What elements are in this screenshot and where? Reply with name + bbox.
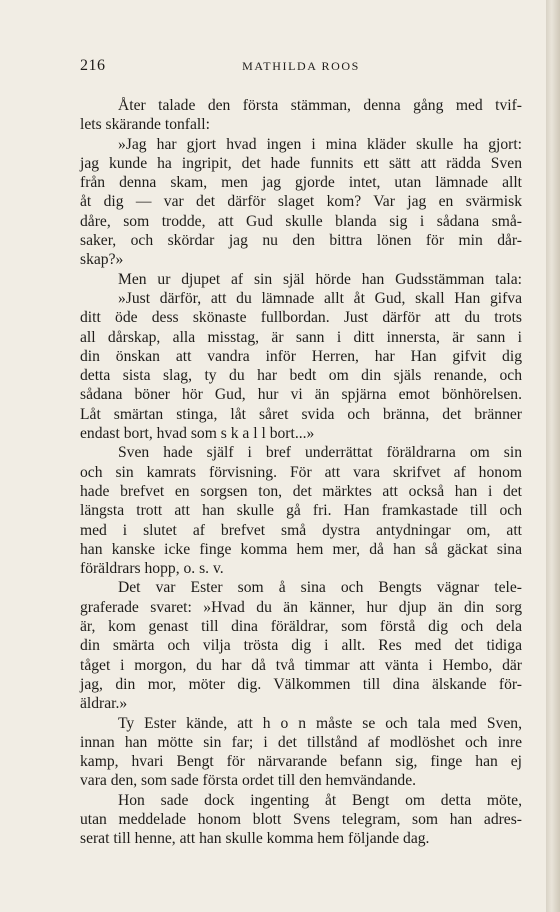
text-line: din önskan att vandra inför Herren, har Han gifvit dig bbox=[80, 347, 522, 365]
text-line: Men ur djupet af sin själ hörde han Gudsstämman tala: bbox=[118, 270, 522, 288]
text-line: vara den, som sade första ordet till den hemvändande. bbox=[80, 772, 417, 790]
text-line: »Just därför, att du lämnade allt åt Gud, skall Han gifva bbox=[118, 289, 522, 307]
text-line: »Jag har gjort hvad ingen i mina kläder skulle ha gjort: bbox=[118, 135, 522, 153]
text-line: hade brefvet en sorgsen ton, det märktes att också han i det bbox=[80, 482, 522, 500]
text-line: Hon sade dock ingenting åt Bengt om detta möte, bbox=[118, 791, 522, 809]
text-line: Låt smärtan stinga, låt såret svida och bränna, det bränner bbox=[80, 405, 522, 423]
text-line: dåre, som trodde, att Gud skulle blanda sig i sådana små- bbox=[80, 212, 522, 230]
text-line: utan meddelade honom blott Svens telegram, som han adres- bbox=[80, 810, 522, 828]
body-text bbox=[80, 96, 522, 849]
text-line: ditt öde dess skönaste fullbordan. Just därför att du trots bbox=[80, 309, 522, 327]
text-line: lets skärande tonfall: bbox=[80, 116, 210, 134]
text-line: all dårskap, alla misstag, är sann i ditt innersta, är sann i bbox=[80, 328, 522, 346]
page-header bbox=[80, 57, 522, 79]
text-line: längsta trott att han skulle gå fri. Han framkastade till och bbox=[80, 502, 522, 520]
text-line: tåget i morgon, du har då två timmar att vänta i Hembo, där bbox=[80, 656, 522, 674]
text-line: Sven hade själf i bref underrättat föräldrarna om sin bbox=[118, 444, 522, 462]
text-line: jag, din mor, möter dig. Välkommen till dina älskande för- bbox=[80, 675, 522, 693]
text-line: är, kom genast till dina föräldrar, som förstå dig och dela bbox=[80, 618, 522, 636]
text-line: detta sista slag, ty du har bedt om din själs renande, och bbox=[80, 367, 522, 385]
text-line: åt dig — var det därför slaget kom? Var jag en svärmisk bbox=[80, 193, 522, 211]
text-line: föräldrars hopp, o. s. v. bbox=[80, 560, 224, 578]
text-line: med i slutet af brefvet små dystra antydningar om, att bbox=[80, 521, 522, 539]
text-line: äldrar.» bbox=[80, 695, 128, 713]
text-line: saker, och skördar jag nu den bittra lönen för min dår- bbox=[80, 232, 522, 250]
text-line: kamp, hvari Bengt för närvarande befann sig, finge han ej bbox=[80, 753, 522, 771]
text-line: jag kunde ha ingripit, det hade funnits ett sätt att rädda Sven bbox=[80, 154, 522, 172]
text-line: Åter talade den första stämman, denna gång med tvif- bbox=[118, 97, 522, 114]
text-line: graferade svaret: »Hvad du än känner, hur djup än din sorg bbox=[80, 598, 522, 616]
text-line: serat till henne, att han skulle komma hem följande dag. bbox=[80, 830, 430, 848]
text-line: skap?» bbox=[80, 251, 124, 269]
text-line: sådana böner hör Gud, hur vi än spjärna emot bönhörelsen. bbox=[80, 386, 522, 404]
text-line: han kanske icke finge komma hem mer, då han så gäckat sina bbox=[80, 540, 522, 558]
text-line: din smärta och vilja trösta dig i allt. Res med det tidiga bbox=[80, 637, 522, 655]
text-line: från denna skam, men jag gjorde intet, utan lämnade allt bbox=[80, 174, 522, 192]
running-head: MATHILDA ROOS bbox=[242, 59, 360, 73]
text-line: och sin kamrats förvisning. För att vara skrifvet af honom bbox=[80, 463, 522, 481]
text-line: innan han mötte sin far; i det tillstånd af modlöshet och inre bbox=[80, 733, 522, 751]
text-line: Det var Ester som å sina och Bengts vägnar tele- bbox=[118, 579, 522, 597]
text-line: Ty Ester kände, att h o n måste se och tala med Sven, bbox=[118, 714, 522, 732]
page-number: 216 bbox=[80, 57, 106, 74]
text-line: endast bort, hvad som s k a l l bort...» bbox=[80, 425, 315, 443]
page-edge bbox=[546, 0, 560, 912]
